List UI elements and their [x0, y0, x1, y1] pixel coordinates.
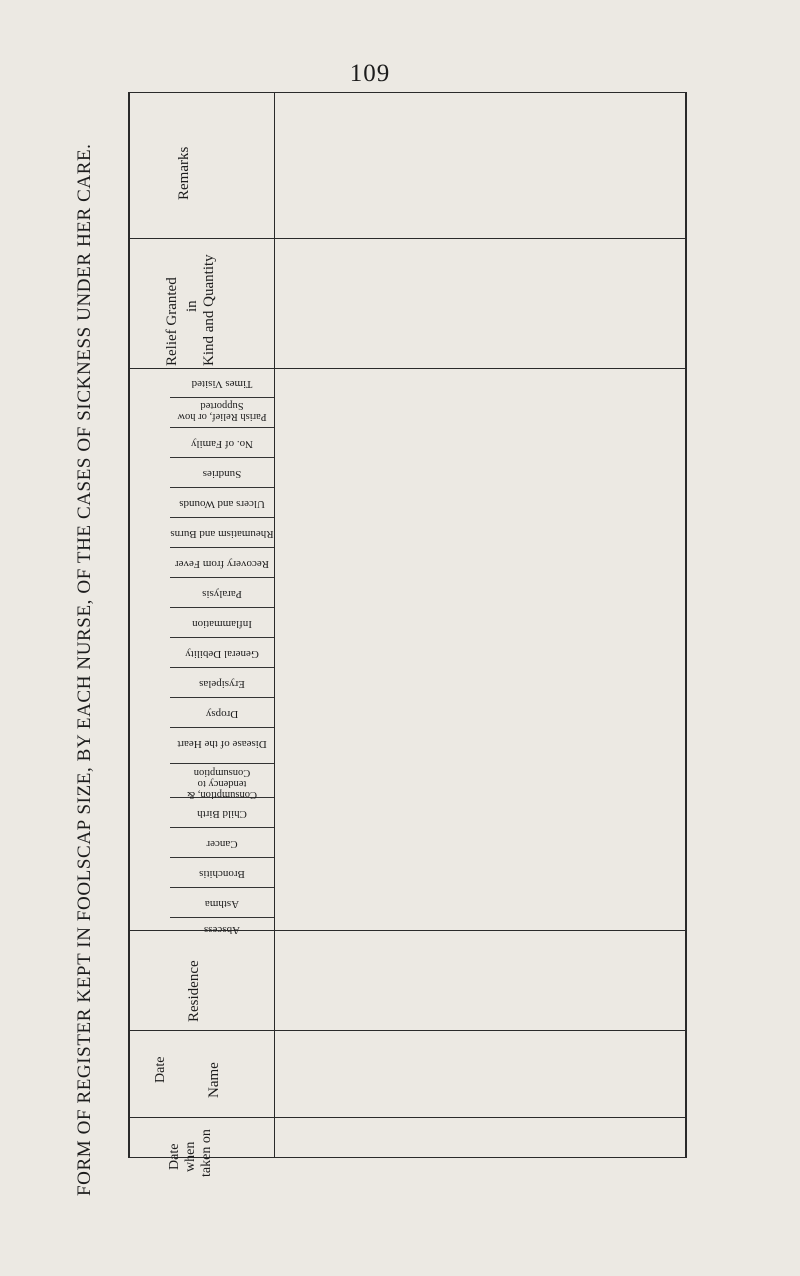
disease-heading: Dropsy	[205, 708, 239, 720]
disease-column-rule	[170, 727, 274, 728]
disease-heading: Consumption, & tendency to Consumption	[187, 767, 258, 800]
disease-heading: General Debility	[185, 648, 259, 660]
date-taken-heading-line-1: Date	[167, 1143, 182, 1170]
disease-heading: Bronchitis	[199, 868, 245, 880]
header-divider-rule	[274, 92, 275, 1158]
relief-heading-line-3: Kind and Quantity	[201, 254, 217, 366]
disease-column-rule	[170, 457, 274, 458]
disease-column-rule	[170, 607, 274, 608]
disease-heading: Recovery from Fever	[174, 558, 270, 570]
disease-column-rule	[170, 487, 274, 488]
disease-heading: Child Birth	[197, 808, 247, 820]
date-taken-heading-line-3: taken on	[199, 1129, 214, 1177]
disease-heading: Rheumatism and Burns	[170, 528, 274, 540]
disease-column-rule	[170, 667, 274, 668]
name-heading: Name	[206, 1062, 222, 1098]
column-rule	[128, 368, 686, 369]
disease-column-rule	[170, 763, 274, 764]
disease-heading: Disease of the Heart	[177, 738, 267, 750]
disease-column-rule	[170, 637, 274, 638]
disease-heading: Asthma	[204, 898, 240, 910]
disease-heading: Sundries	[202, 468, 242, 480]
disease-column-rule	[170, 517, 274, 518]
date-heading: Date	[153, 1056, 168, 1083]
residence-heading: Residence	[186, 960, 202, 1022]
disease-heading: Paralysis	[202, 588, 242, 600]
disease-heading: Parish Relief, or how Supported	[177, 400, 267, 422]
disease-column-rule	[170, 547, 274, 548]
outer-right-rule	[685, 92, 687, 1158]
outer-left-rule	[128, 92, 130, 1158]
side-title: FORM OF REGISTER KEPT IN FOOLSCAP SIZE, BY EACH NURSE, OF THE CASES OF SICKNESS UNDER HER CARE.	[74, 143, 95, 1196]
column-rule	[128, 238, 686, 239]
disease-column-rule	[170, 857, 274, 858]
date-taken-heading-line-2: when	[183, 1141, 198, 1172]
page-number: 109	[349, 60, 391, 87]
relief-heading-line-2: in	[184, 300, 200, 312]
column-rule	[128, 1030, 686, 1031]
disease-column-rule	[170, 697, 274, 698]
disease-heading: Cancer	[206, 838, 238, 850]
disease-column-rule	[170, 827, 274, 828]
disease-heading: Abscess	[203, 924, 241, 936]
disease-heading: Ulcers and Wounds	[179, 498, 265, 510]
column-rule	[128, 1117, 686, 1118]
remarks-heading: Remarks	[176, 146, 192, 200]
disease-column-rule	[170, 397, 274, 398]
disease-heading: Times Visited	[191, 378, 253, 390]
disease-column-rule	[170, 887, 274, 888]
disease-column-rule	[170, 917, 274, 918]
disease-heading: Inflammation	[192, 618, 252, 630]
top-rule	[128, 92, 686, 93]
disease-column-rule	[170, 427, 274, 428]
relief-heading-line-1: Relief Granted	[164, 277, 180, 366]
disease-heading: No. of Family	[190, 438, 254, 450]
disease-heading: Erysipelas	[199, 678, 245, 690]
disease-column-rule	[170, 577, 274, 578]
